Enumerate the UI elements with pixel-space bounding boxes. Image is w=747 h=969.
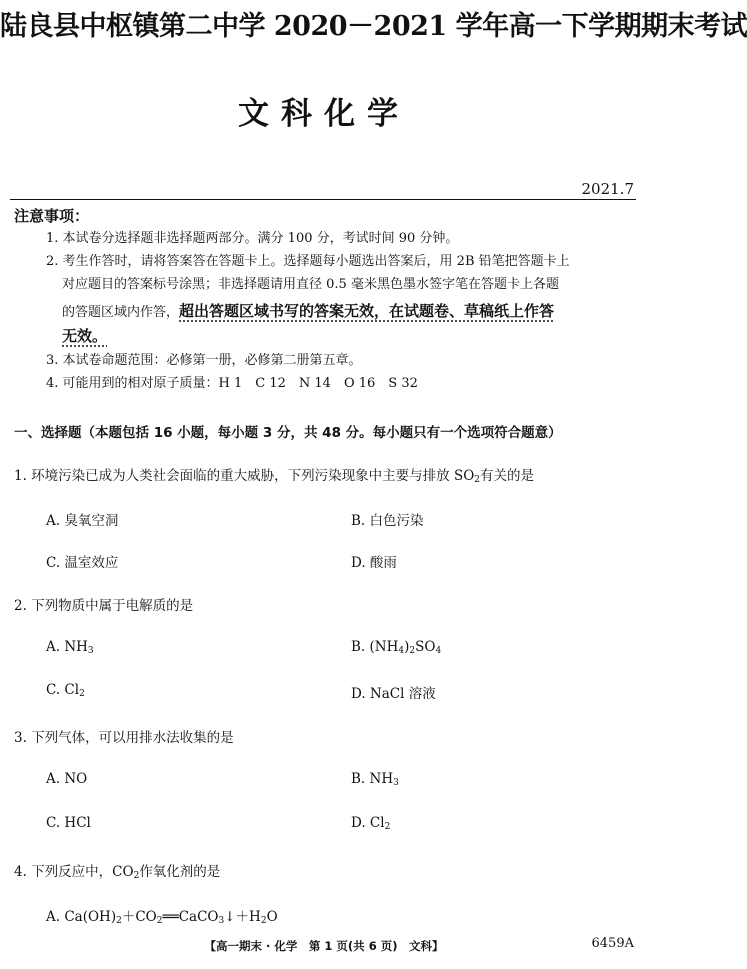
question-2-option-d: D. NaCl 溶液 <box>351 686 436 702</box>
q4-a-text-a: A. Ca(OH) <box>46 909 117 925</box>
question-4-option-a <box>46 905 278 926</box>
page-footer: 【高一期末 · 化学 第 1 页(共 6 页) 文科】 <box>204 939 444 953</box>
q2-b-sub-1: 4 <box>398 646 405 656</box>
q2-c-sub: 2 <box>79 689 85 699</box>
question-1-option-b: B. 白色污染 <box>351 513 424 529</box>
q2-a-sub: 3 <box>87 646 94 656</box>
note-item-4: 4. 可能用到的相对原子质量：H 1 C 12 N 14 O 16 S 32 <box>46 376 418 391</box>
question-1-stem <box>14 464 534 485</box>
note-item-2-line-4 <box>62 325 107 349</box>
q2-a-text: A. NH <box>46 639 88 655</box>
question-3-option-a: A. NO <box>46 771 88 787</box>
question-3-option-d <box>351 815 390 832</box>
note-emphasis-a: 超出答题区域书写的答案无效，在试题卷、草稿纸上作答 <box>179 302 555 320</box>
q4-a-sub-1: 2 <box>116 916 122 926</box>
q1-stem-a: 1. 环境污染已成为人类社会面临的重大威胁，下列污染现象中主要与排放 SO <box>14 468 475 484</box>
question-4-stem <box>14 860 220 881</box>
question-3-option-c: C. HCl <box>46 815 91 831</box>
note-emphasis-b: 无效。 <box>62 327 108 345</box>
q2-c-text: C. Cl <box>46 682 80 698</box>
paper-code: 6459A <box>591 936 634 951</box>
q4-a-text-d: ↓＋H <box>224 909 261 925</box>
q4-a-text-b: ＋CO <box>121 909 157 925</box>
q3-b-text: B. NH <box>351 771 394 787</box>
question-2-option-a <box>46 639 94 656</box>
q4-a-text-e: O <box>266 909 278 925</box>
q4-stem-b: 作氧化剂的是 <box>139 864 221 880</box>
question-1-option-c: C. 温室效应 <box>46 555 119 571</box>
q2-b-sub-3: 4 <box>435 646 442 656</box>
note-item-1: 1. 本试卷分选择题非选择题两部分。满分 100 分，考试时间 90 分钟。 <box>46 231 459 246</box>
q4-a-text-c: ══CaCO <box>162 909 219 925</box>
q4-a-sub-2: 2 <box>156 916 163 926</box>
notes-heading: 注意事项： <box>14 207 90 225</box>
q4-a-sub-4: 2 <box>260 916 267 926</box>
exam-title: 陆良县中枢镇第二中学 2020－2021 学年高一下学期期末考试 <box>0 11 747 42</box>
q1-stem-b: 有关的是 <box>480 468 535 484</box>
note-item-2-line-1: 2. 考生作答时，请将答案答在答题卡上。选择题每小题选出答案后，用 2B 铅笔把答题卡上 <box>46 254 570 269</box>
note-item-2-line-2: 对应题目的答案标号涂黑；非选择题请用直径 0.5 毫米黑色墨水签字笔在答题卡上各题 <box>62 277 559 292</box>
question-3-option-b <box>351 771 399 788</box>
q2-b-sub-2: 2 <box>409 646 416 656</box>
question-1-option-a: A. 臭氧空洞 <box>46 513 119 529</box>
header-divider <box>10 199 636 200</box>
q3-d-sub: 2 <box>384 822 391 832</box>
question-2-stem: 2. 下列物质中属于电解质的是 <box>14 598 194 614</box>
q3-d-text: D. Cl <box>351 815 385 831</box>
q1-stem-sub: 2 <box>474 475 481 485</box>
q4-a-sub-3: 3 <box>218 916 225 926</box>
note-item-2-line-3 <box>62 300 554 324</box>
note-item-3: 3. 本试卷命题范围：必修第一册，必修第二册第五章。 <box>46 353 362 368</box>
exam-subject: 文科化学 <box>238 96 410 132</box>
q2-b-text-c: SO <box>415 639 436 655</box>
q2-b-text-a: B. (NH <box>351 639 399 655</box>
q3-b-sub: 3 <box>393 778 399 788</box>
section-1-heading: 一、选择题（本题包括 16 小题，每小题 3 分，共 48 分。每小题只有一个选项符合题意） <box>14 425 562 441</box>
q2-b-text-b: ) <box>404 639 410 655</box>
question-2-option-c <box>46 682 85 699</box>
question-1-option-d: D. 酸雨 <box>351 555 397 571</box>
question-2-option-b <box>351 639 441 656</box>
question-3-stem: 3. 下列气体，可以用排水法收集的是 <box>14 730 234 746</box>
q4-stem-a: 4. 下列反应中，CO <box>14 864 134 880</box>
note-item-2-line-3-text: 的答题区域内作答， <box>62 305 180 320</box>
exam-date: 2021.7 <box>581 180 634 198</box>
q4-stem-sub: 2 <box>133 871 140 881</box>
